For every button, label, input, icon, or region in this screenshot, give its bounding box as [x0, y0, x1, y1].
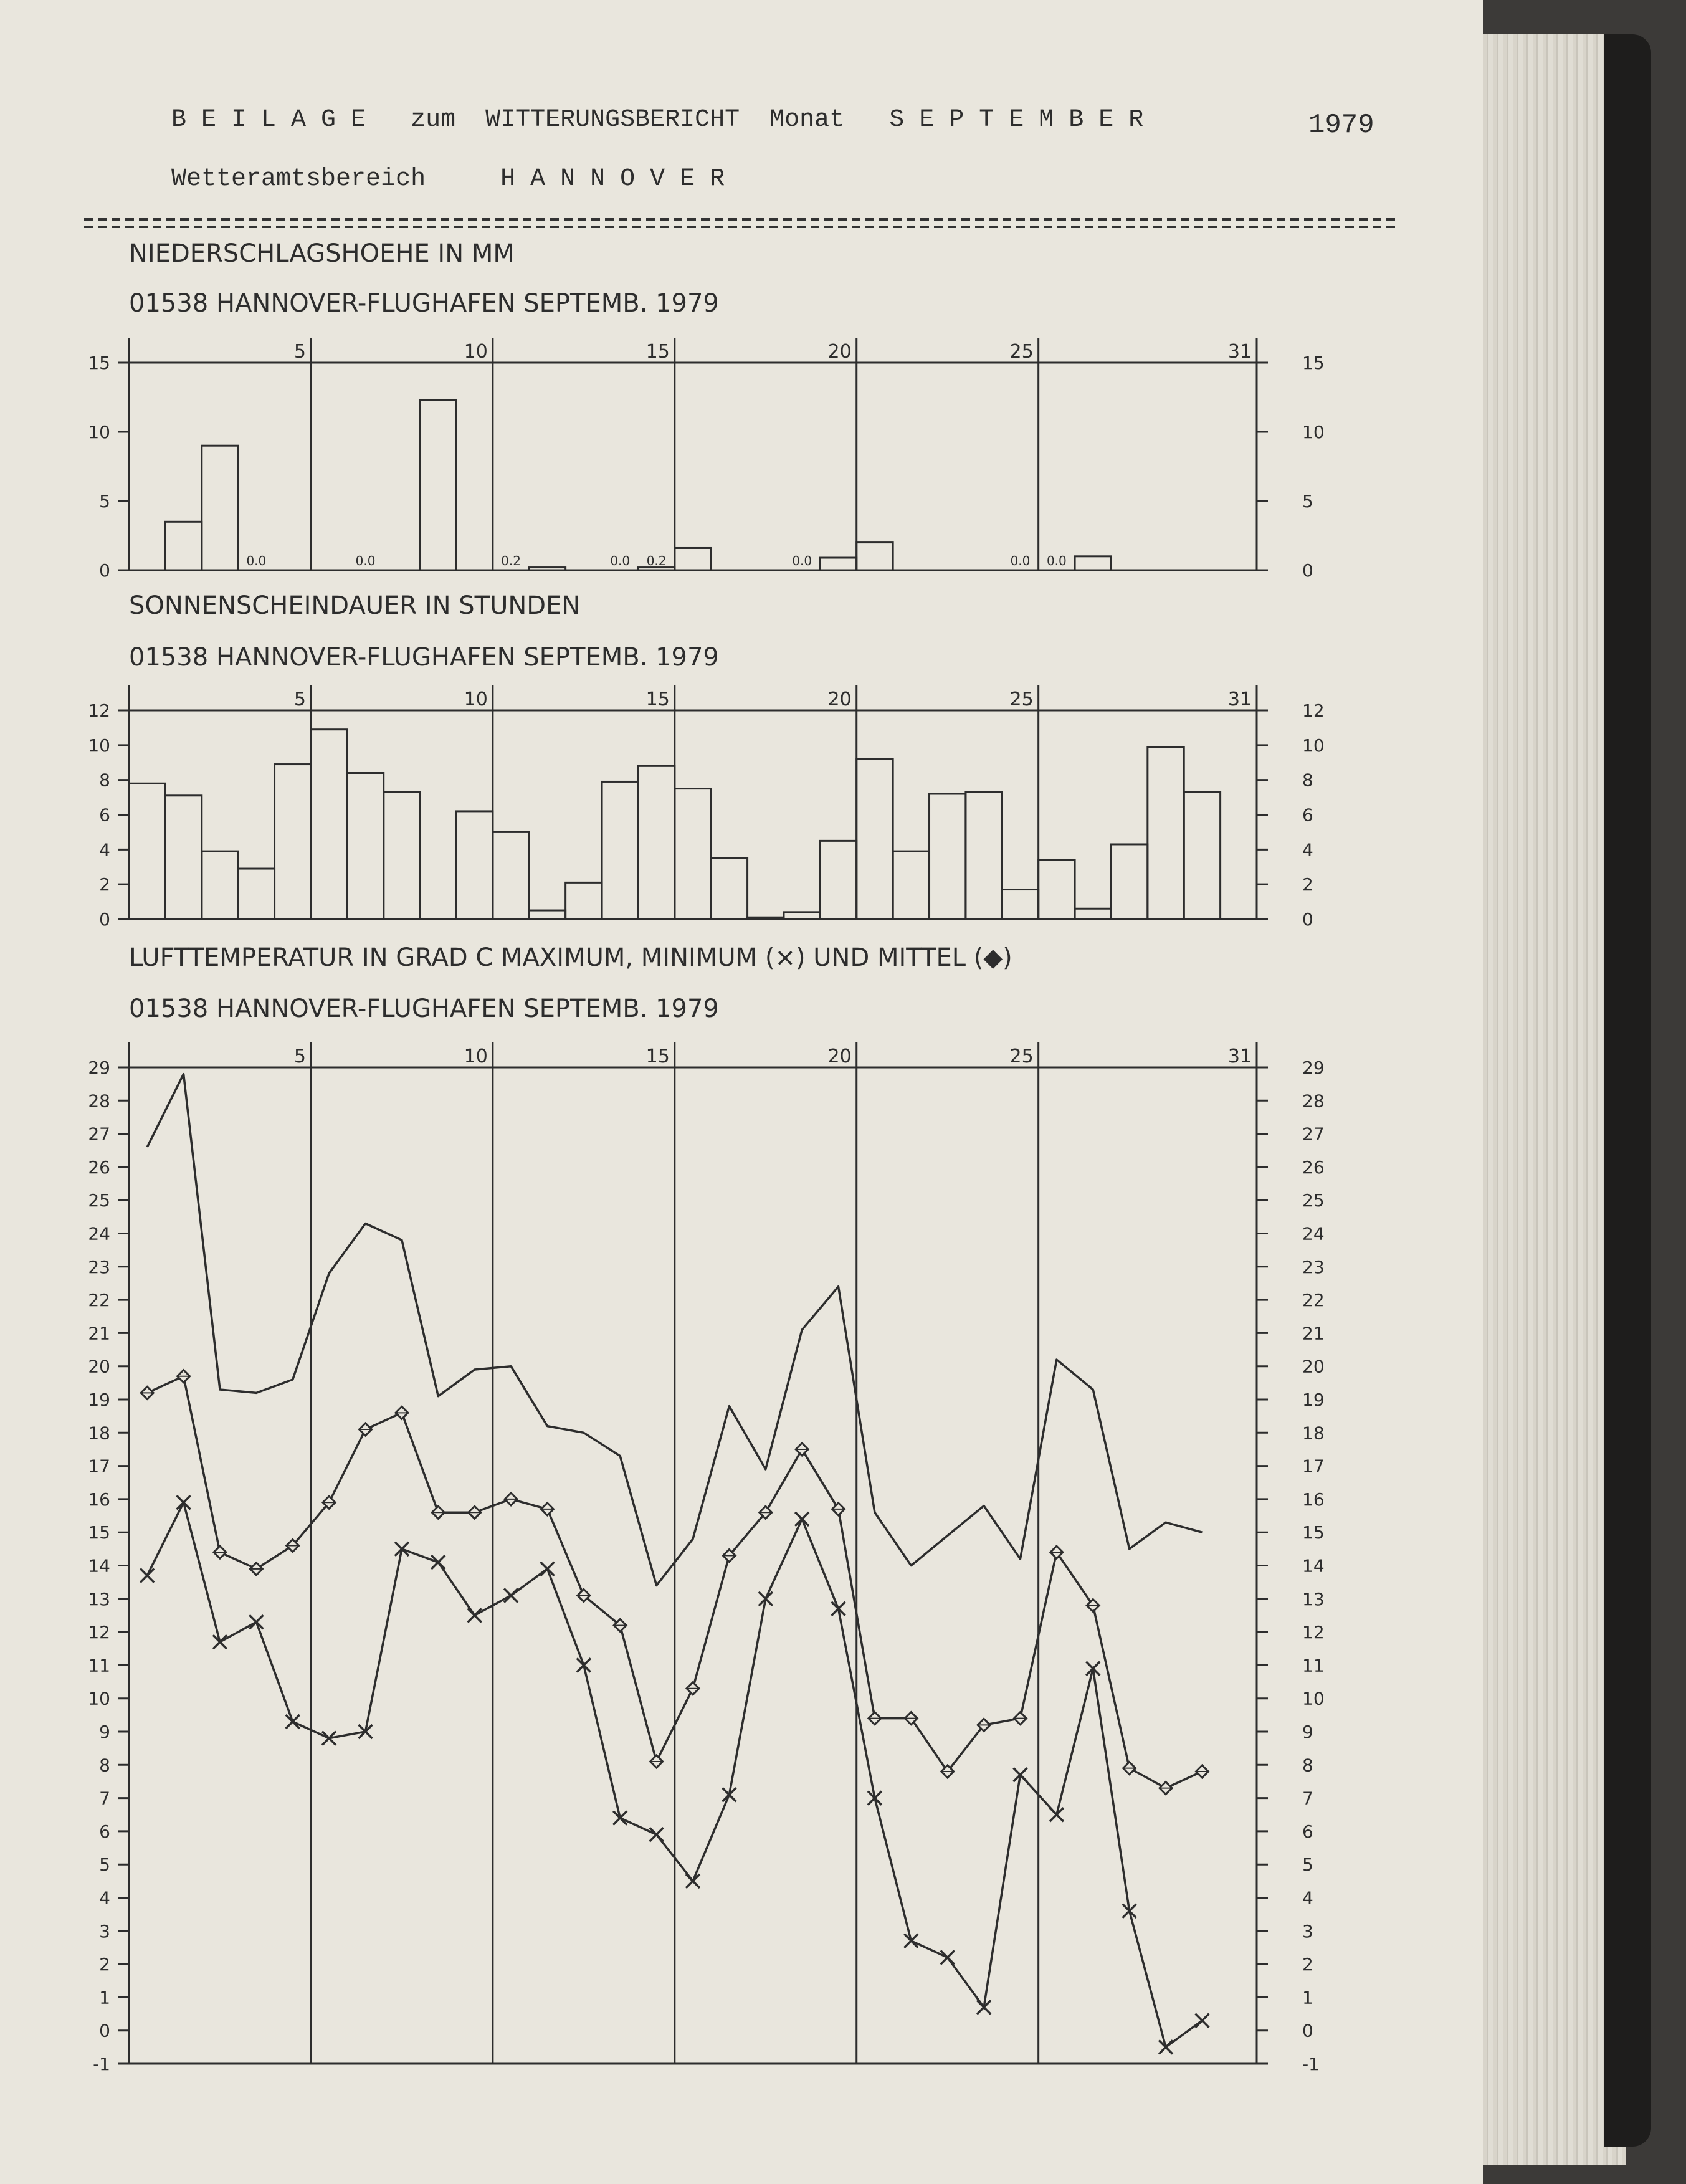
y-tick-label-left: 6	[99, 1821, 110, 1842]
y-tick-label-right: 7	[1302, 1788, 1313, 1809]
min-point	[1159, 2040, 1173, 2054]
y-tick-label-right: 5	[1302, 491, 1313, 512]
y-tick-label-right: 6	[1302, 1821, 1313, 1842]
y-tick-label-right: 11	[1302, 1655, 1325, 1676]
y-tick-label-right: 0	[1302, 2020, 1313, 2041]
y-tick-label-right: 8	[1302, 770, 1313, 791]
min-point	[1195, 2014, 1209, 2028]
y-tick-label-right: 24	[1302, 1223, 1325, 1244]
y-tick-label-right: 10	[1302, 422, 1325, 442]
x-tick-label: 15	[645, 341, 670, 363]
min-point	[577, 1658, 591, 1672]
y-tick-label-left: 20	[88, 1356, 110, 1377]
y-tick-label-left: 25	[88, 1190, 110, 1211]
y-tick-label-right: 5	[1302, 1854, 1313, 1876]
y-tick-label-left: 5	[99, 491, 110, 512]
y-tick-label-right: 16	[1302, 1489, 1325, 1510]
y-tick-label-right: 13	[1302, 1588, 1325, 1609]
min-point	[249, 1615, 263, 1629]
y-tick-label-left: 8	[99, 1755, 110, 1776]
x-tick-label: 10	[464, 341, 488, 363]
y-tick-label-left: 3	[99, 1920, 110, 1942]
x-tick-label: 25	[1009, 689, 1034, 710]
data-label: 0.0	[355, 553, 376, 568]
y-tick-label-right: 4	[1302, 1887, 1313, 1909]
y-tick-label-right: 17	[1302, 1456, 1325, 1477]
x-tick-label: 10	[464, 689, 488, 710]
data-label: 0.0	[792, 553, 812, 568]
x-tick-label: 5	[293, 341, 306, 363]
y-tick-label-right: 6	[1302, 804, 1313, 826]
min-point	[431, 1555, 445, 1569]
y-tick-label-left: 9	[99, 1722, 110, 1742]
y-tick-label-left: 10	[88, 735, 110, 756]
y-tick-label-right: 19	[1302, 1390, 1325, 1410]
x-tick-label: 15	[645, 1046, 670, 1067]
data-label: 0.2	[501, 553, 521, 568]
y-tick-label-right: 27	[1302, 1123, 1325, 1145]
y-tick-label-right: 10	[1302, 1688, 1325, 1709]
y-tick-label-left: 27	[88, 1123, 110, 1145]
y-tick-label-right: 21	[1302, 1323, 1325, 1344]
y-tick-label-right: 2	[1302, 874, 1313, 895]
x-tick-label: 15	[645, 689, 670, 710]
chart-title: LUFTTEMPERATUR IN GRAD C MAXIMUM, MINIMUM (×) UND MITTEL (◆)	[129, 943, 1012, 972]
min-point	[140, 1568, 154, 1582]
header-line-1: B E I L A G E zum WITTERUNGSBERICHT Monat S E P T E M B E R	[171, 106, 1144, 134]
x-tick-label: 5	[293, 1046, 306, 1067]
y-tick-label-left: 26	[88, 1156, 110, 1178]
y-tick-label-right: 15	[1302, 1522, 1325, 1543]
y-tick-label-left: -1	[93, 2054, 110, 2074]
y-tick-label-left: 11	[88, 1655, 110, 1676]
y-tick-label-left: 29	[88, 1057, 110, 1078]
y-tick-label-left: 15	[88, 1522, 110, 1543]
y-tick-label-left: 10	[88, 1688, 110, 1709]
y-tick-label-left: 22	[88, 1290, 110, 1311]
y-tick-label-right: 2	[1302, 1954, 1313, 1975]
min-point	[468, 1608, 482, 1622]
y-tick-label-left: 12	[88, 700, 110, 721]
y-tick-label-right: 18	[1302, 1423, 1325, 1444]
x-tick-label: 20	[827, 1046, 852, 1067]
y-tick-label-left: 4	[99, 839, 110, 861]
x-tick-label: 31	[1227, 341, 1252, 363]
y-tick-label-right: 3	[1302, 1920, 1313, 1942]
min-point	[286, 1715, 300, 1729]
y-tick-label-left: 2	[99, 1954, 110, 1975]
x-tick-label: 31	[1227, 1046, 1252, 1067]
min-point	[177, 1495, 191, 1509]
y-tick-label-right: 14	[1302, 1555, 1325, 1576]
min-point	[1050, 1808, 1064, 1821]
y-tick-label-right: 9	[1302, 1722, 1313, 1742]
min-point	[686, 1874, 700, 1888]
data-label: 0.0	[1010, 553, 1031, 568]
y-tick-label-left: 8	[99, 770, 110, 791]
y-tick-label-right: 0	[1302, 560, 1313, 581]
x-tick-label: 31	[1227, 689, 1252, 710]
data-label: 0.2	[646, 553, 667, 568]
book-cover-edge	[1604, 34, 1651, 2147]
y-tick-label-right: 23	[1302, 1256, 1325, 1277]
header-line-2: Wetteramtsbereich H A N N O V E R	[171, 165, 725, 193]
min-point	[904, 1934, 918, 1948]
y-tick-label-right: 12	[1302, 1622, 1325, 1643]
min-point	[213, 1635, 227, 1649]
y-tick-label-left: 5	[99, 1854, 110, 1876]
chart-subtitle: 01538 HANNOVER-FLUGHAFEN SEPTEMB. 1979	[129, 994, 719, 1023]
y-tick-label-left: 24	[88, 1223, 110, 1244]
y-tick-label-right: 12	[1302, 700, 1325, 721]
min-point	[941, 1950, 955, 1964]
y-tick-label-left: 16	[88, 1489, 110, 1510]
y-tick-label-right: 20	[1302, 1356, 1325, 1377]
y-tick-label-left: 10	[88, 422, 110, 442]
y-tick-label-right: 15	[1302, 353, 1325, 373]
x-tick-label: 20	[827, 689, 852, 710]
y-tick-label-right: 22	[1302, 1290, 1325, 1311]
y-tick-label-right: -1	[1302, 2054, 1320, 2074]
y-tick-label-left: 2	[99, 874, 110, 895]
y-tick-label-left: 18	[88, 1423, 110, 1444]
min-point	[650, 1828, 664, 1841]
y-tick-label-left: 17	[88, 1456, 110, 1477]
data-label: 0.0	[246, 553, 267, 568]
min-point	[795, 1512, 809, 1526]
y-tick-label-right: 28	[1302, 1090, 1325, 1112]
y-tick-label-right: 1	[1302, 1987, 1313, 2008]
y-tick-label-left: 21	[88, 1323, 110, 1344]
x-tick-label: 25	[1009, 1046, 1034, 1067]
y-tick-label-right: 26	[1302, 1156, 1325, 1178]
y-tick-label-right: 10	[1302, 735, 1325, 756]
header-year: 1979	[1308, 110, 1374, 141]
y-tick-label-left: 0	[99, 2020, 110, 2041]
y-tick-label-left: 4	[99, 1887, 110, 1909]
x-tick-label: 10	[464, 1046, 488, 1067]
y-tick-label-left: 23	[88, 1256, 110, 1277]
data-label: 0.0	[610, 553, 631, 568]
y-tick-label-right: 4	[1302, 839, 1313, 861]
x-tick-label: 5	[293, 689, 306, 710]
y-tick-label-right: 0	[1302, 909, 1313, 930]
x-tick-label: 20	[827, 341, 852, 363]
chart-title: SONNENSCHEINDAUER IN STUNDEN	[129, 591, 581, 620]
chart-title: NIEDERSCHLAGSHOEHE IN MM	[129, 239, 515, 268]
y-tick-label-right: 29	[1302, 1057, 1325, 1078]
y-tick-label-left: 15	[88, 353, 110, 373]
min-point	[540, 1562, 554, 1576]
y-tick-label-left: 6	[99, 804, 110, 826]
min-point	[613, 1811, 627, 1825]
y-tick-label-right: 8	[1302, 1755, 1313, 1776]
y-tick-label-left: 7	[99, 1788, 110, 1809]
chart-subtitle: 01538 HANNOVER-FLUGHAFEN SEPTEMB. 1979	[129, 289, 719, 318]
y-tick-label-left: 12	[88, 1622, 110, 1643]
y-tick-label-left: 0	[99, 560, 110, 581]
y-tick-label-left: 14	[88, 1555, 110, 1576]
y-tick-label-left: 28	[88, 1090, 110, 1112]
chart-subtitle: 01538 HANNOVER-FLUGHAFEN SEPTEMB. 1979	[129, 643, 719, 672]
y-tick-label-left: 13	[88, 1588, 110, 1609]
y-tick-label-left: 1	[99, 1987, 110, 2008]
y-tick-label-left: 19	[88, 1390, 110, 1410]
x-tick-label: 25	[1009, 341, 1034, 363]
data-label: 0.0	[1046, 553, 1067, 568]
min-point	[504, 1588, 518, 1602]
y-tick-label-left: 0	[99, 909, 110, 930]
y-tick-label-right: 25	[1302, 1190, 1325, 1211]
